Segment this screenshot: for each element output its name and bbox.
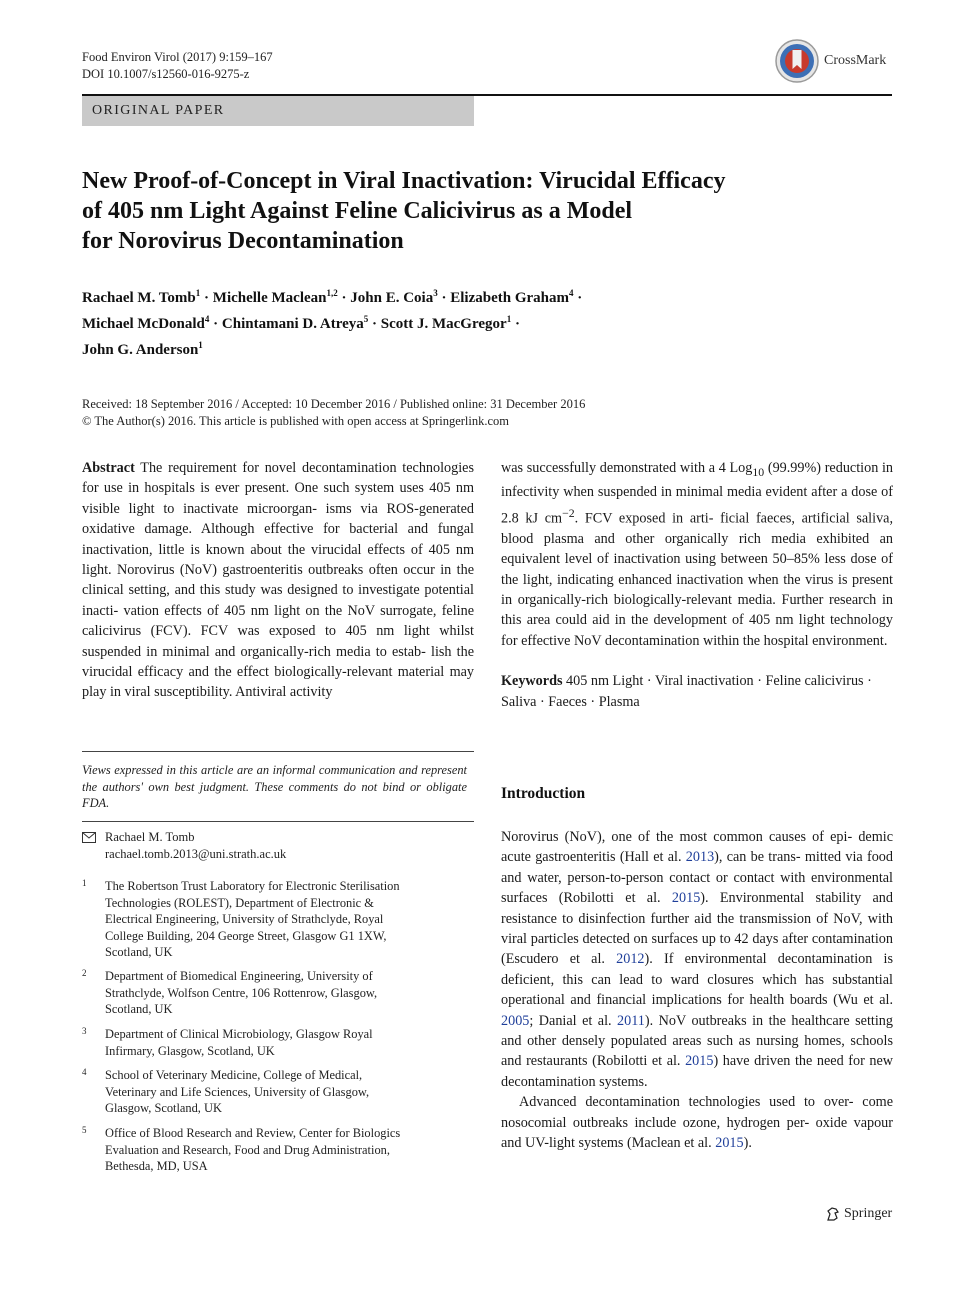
journal-citation <box>82 49 273 83</box>
envelope-icon <box>82 831 99 848</box>
publisher-logo <box>825 1206 892 1222</box>
keywords <box>501 671 893 712</box>
license-notice: © The Author(s) 2016. This article is published with open access at Springerlink.com <box>82 413 510 428</box>
intro-text: ), can be trans- mitted via food and water, person-to-person contact or contact with environmental surfaces (Robilotti et al. <box>501 849 893 907</box>
corresponding-email[interactable]: rachael.tomb.2013@uni.strath.ac.uk <box>105 846 287 861</box>
intro-text: Norovirus (NoV), one of the most common causes of epi- demic acute gastroenteritis (Hall et al. <box>501 829 893 866</box>
affiliation-line: Electrical Engineering, University of Strathclyde, Royal <box>105 912 384 926</box>
author-affiliation: 5 <box>363 314 369 324</box>
abstract-right <box>501 458 893 712</box>
crossmark-label: CrossMark <box>824 53 887 68</box>
title-line: New Proof-of-Concept in Viral Inactivation: Virucidal Efficacy <box>82 168 726 194</box>
intro-text: ). Environmental stability and resistance to disinfection further aid the transmission of NoV, with viral particles detected on surfaces up to 42 days after contamination (Escudero et al. <box>501 890 893 968</box>
crossmark-badge[interactable] <box>774 38 886 84</box>
affiliation-number: 3 <box>82 1026 87 1036</box>
intro-paragraph <box>501 1092 893 1153</box>
article-title <box>82 166 822 256</box>
intro-text: ) have driven the need for new decontamination systems. <box>501 1053 894 1090</box>
citation-link[interactable]: 2012 <box>616 951 645 968</box>
citation-link[interactable]: 2013 <box>685 849 715 866</box>
affiliation-line: Glasgow, Scotland, UK <box>105 1101 222 1115</box>
footnote-rule <box>82 821 474 822</box>
author-affiliation: 4 <box>204 314 210 324</box>
journal-volume: Food Environ Virol (2017) 9:159–167 <box>82 50 273 64</box>
abstract-text: The requirement for novel decontamination technologies for use in hospitals is ever present. One such system uses 405 nm visible light to inactivate microorgan- isms via ROS-generated oxidative damage. Although effective for bacterial and fungal inactivation, little is known about the virucidal effects of 405 nm light. Norovirus (NoV) gastroenteritis outbreaks often occur in the clinical setting, and this study was designed to investigate potential inacti- vation effects of 405 nm light on the NoV surrogate, feline calicivirus (FCV). FCV was exposed to 405 nm light whilst suspended in minimal and organically-rich media to estab- lish the virucidal efficacy and the effect biologically-relevant material may play in viral susceptibility. Antiviral activity <box>82 460 474 701</box>
abstract-paragraph <box>501 458 893 651</box>
intro-paragraph <box>501 827 893 1092</box>
author-name[interactable]: Rachael M. Tomb <box>82 290 196 306</box>
abstract-superscript: −2 <box>562 505 575 520</box>
affiliation-line: Veterinary and Life Sciences, University of Glasgow, <box>105 1084 370 1099</box>
author-affiliation: 1,2 <box>326 288 338 298</box>
affiliation-line: College Building, 204 George Street, Glasgow G1 1XW, <box>105 928 387 943</box>
abstract-label: Abstract <box>82 460 135 476</box>
author-affiliation: 3 <box>433 288 438 298</box>
affiliation-number: 2 <box>82 968 87 978</box>
abstract-paragraph <box>82 458 474 703</box>
affiliation-line: Office of Blood Research and Review, Center for Biologics <box>105 1126 401 1140</box>
crossmark-icon <box>774 38 820 84</box>
citation-link[interactable]: 2015 <box>671 890 701 907</box>
affiliation-number: 4 <box>82 1067 87 1077</box>
abstract-text: was successfully demonstrated with a 4 Log <box>501 460 753 476</box>
springer-horse-icon <box>825 1206 841 1222</box>
affiliation-line: Department of Biomedical Engineering, University of <box>105 969 373 983</box>
author-name[interactable]: John E. Coia <box>350 290 434 306</box>
affiliation <box>82 968 462 1018</box>
author-affiliation: 1 <box>198 340 203 350</box>
author-line: Michael McDonald$^4$ · Chintamani D. Atreya$^5$ · Scott J. MacGregor$^1$ · <box>82 314 520 332</box>
affiliation-line: Evaluation and Research, Food and Drug Administration, <box>105 1142 390 1157</box>
affiliation-line: Scotland, UK <box>105 1002 173 1016</box>
publisher-name: Springer <box>844 1206 893 1221</box>
keywords-text: 405 nm Light · Viral inactivation · Feline calicivirus · Saliva · Faeces · Plasma <box>501 673 872 710</box>
intro-text: Advanced decontamination technologies used to over- come nosocomial outbreaks include ozone, hydrogen per- oxide vapour and UV-light systems (Maclean et al. <box>501 1094 893 1152</box>
affiliation-line: Infirmary, Glasgow, Scotland, UK <box>105 1043 275 1058</box>
fda-disclaimer: Views expressed in this article are an informal communication and represent the authors' own best judgment. These comments do not bind or obligate FDA. <box>82 763 467 810</box>
author-name[interactable]: Elizabeth Graham <box>450 290 569 306</box>
author-name[interactable]: Scott J. MacGregor <box>380 316 507 332</box>
abstract-text: . FCV exposed in arti- ficial faeces, artificial saliva, blood plasma and other organically rich media exhibited an equivalent level of inactivation using between 50–85% less dose of the light, indicating enhanced inactivation when the virus is present in organically-rich biologically-relevant media. Further research in this area could aid in the development of 405 nm light technology for effective NoV decontamination within the hospital environment. <box>501 510 894 649</box>
author-line <box>82 335 702 361</box>
author-affiliation: 1 <box>195 288 201 298</box>
affiliation-number: 5 <box>82 1125 87 1135</box>
keywords-label: Keywords <box>501 673 563 690</box>
publication-dates: Received: 18 September 2016 / Accepted: 10 December 2016 / Published online: 31 December 2016 <box>82 397 586 411</box>
doi[interactable]: DOI 10.1007/s12560-016-9275-z <box>82 67 250 81</box>
abstract-text: (99.99%) reduction in infectivity when suspended in minimal media evident after a dose of 2.8 kJ cm <box>501 460 893 527</box>
author-affiliation: 4 <box>568 288 574 298</box>
citation-link[interactable]: 2015 <box>715 1135 744 1152</box>
author-name[interactable]: Chintamani D. Atreya <box>221 316 364 332</box>
citation-link[interactable]: 2011 <box>617 1012 645 1029</box>
intro-text: ). If environmental decontamination is deficient, this can lead to ward closures which has substantial operational and financial implications for health boards (Wu et al. <box>501 951 893 1009</box>
author-name[interactable]: John G. Anderson <box>82 342 199 358</box>
citation-link[interactable]: 2015 <box>685 1053 714 1070</box>
section-label: ORIGINAL PAPER <box>92 103 225 118</box>
affiliation-line: Scotland, UK <box>105 945 173 959</box>
intro-text: ; Danial et al. <box>529 1012 618 1029</box>
section-band <box>82 96 474 126</box>
affiliation <box>82 878 462 961</box>
citation-link[interactable]: 2005 <box>501 1012 530 1029</box>
corresponding-author: Rachael M. Tomb <box>105 830 195 844</box>
affiliation <box>82 1067 462 1117</box>
title-line: for Norovirus Decontamination <box>82 228 404 254</box>
affiliation-line: The Robertson Trust Laboratory for Electronic Sterilisation <box>105 879 400 893</box>
intro-text: ). NoV outbreaks in the healthcare setting and other densely populated areas such as nursing homes, schools and restaurants (Robilotti et al. <box>501 1012 893 1070</box>
correspondence <box>82 829 287 861</box>
intro-text: ). <box>743 1135 752 1152</box>
title-line: of 405 nm Light Against Feline Calicivirus as a Model <box>82 198 633 224</box>
author-name[interactable]: Michael McDonald <box>82 316 205 332</box>
introduction-body <box>501 827 893 1154</box>
author-list <box>82 283 702 361</box>
section-heading: Introduction <box>501 785 586 802</box>
author-affiliation: 1 <box>506 314 512 324</box>
footnote-rule <box>82 751 474 752</box>
article-history <box>82 396 585 429</box>
affiliation <box>82 1125 462 1175</box>
abstract-subscript: 10 <box>752 464 765 479</box>
affiliation-line: Department of Clinical Microbiology, Glasgow Royal <box>105 1027 373 1041</box>
affiliation-line: Strathclyde, Wolfson Centre, 106 Rottenrow, Glasgow, <box>105 985 378 1000</box>
affiliation-number: 1 <box>82 878 87 888</box>
affiliation <box>82 1026 462 1059</box>
author-line: Rachael M. Tomb$^1$ · Michelle Maclean$^{1,2}$ · John E. Coia$^3$ · Elizabeth Graham$^4$ · <box>82 288 583 306</box>
affiliation-line: Technologies (ROLEST), Department of Electronic & <box>105 895 374 910</box>
affiliation-line: Bethesda, MD, USA <box>105 1159 208 1173</box>
affiliation-line: School of Veterinary Medicine, College of Medical, <box>105 1068 363 1082</box>
author-name[interactable]: Michelle Maclean <box>212 290 327 306</box>
abstract-left <box>82 458 474 703</box>
